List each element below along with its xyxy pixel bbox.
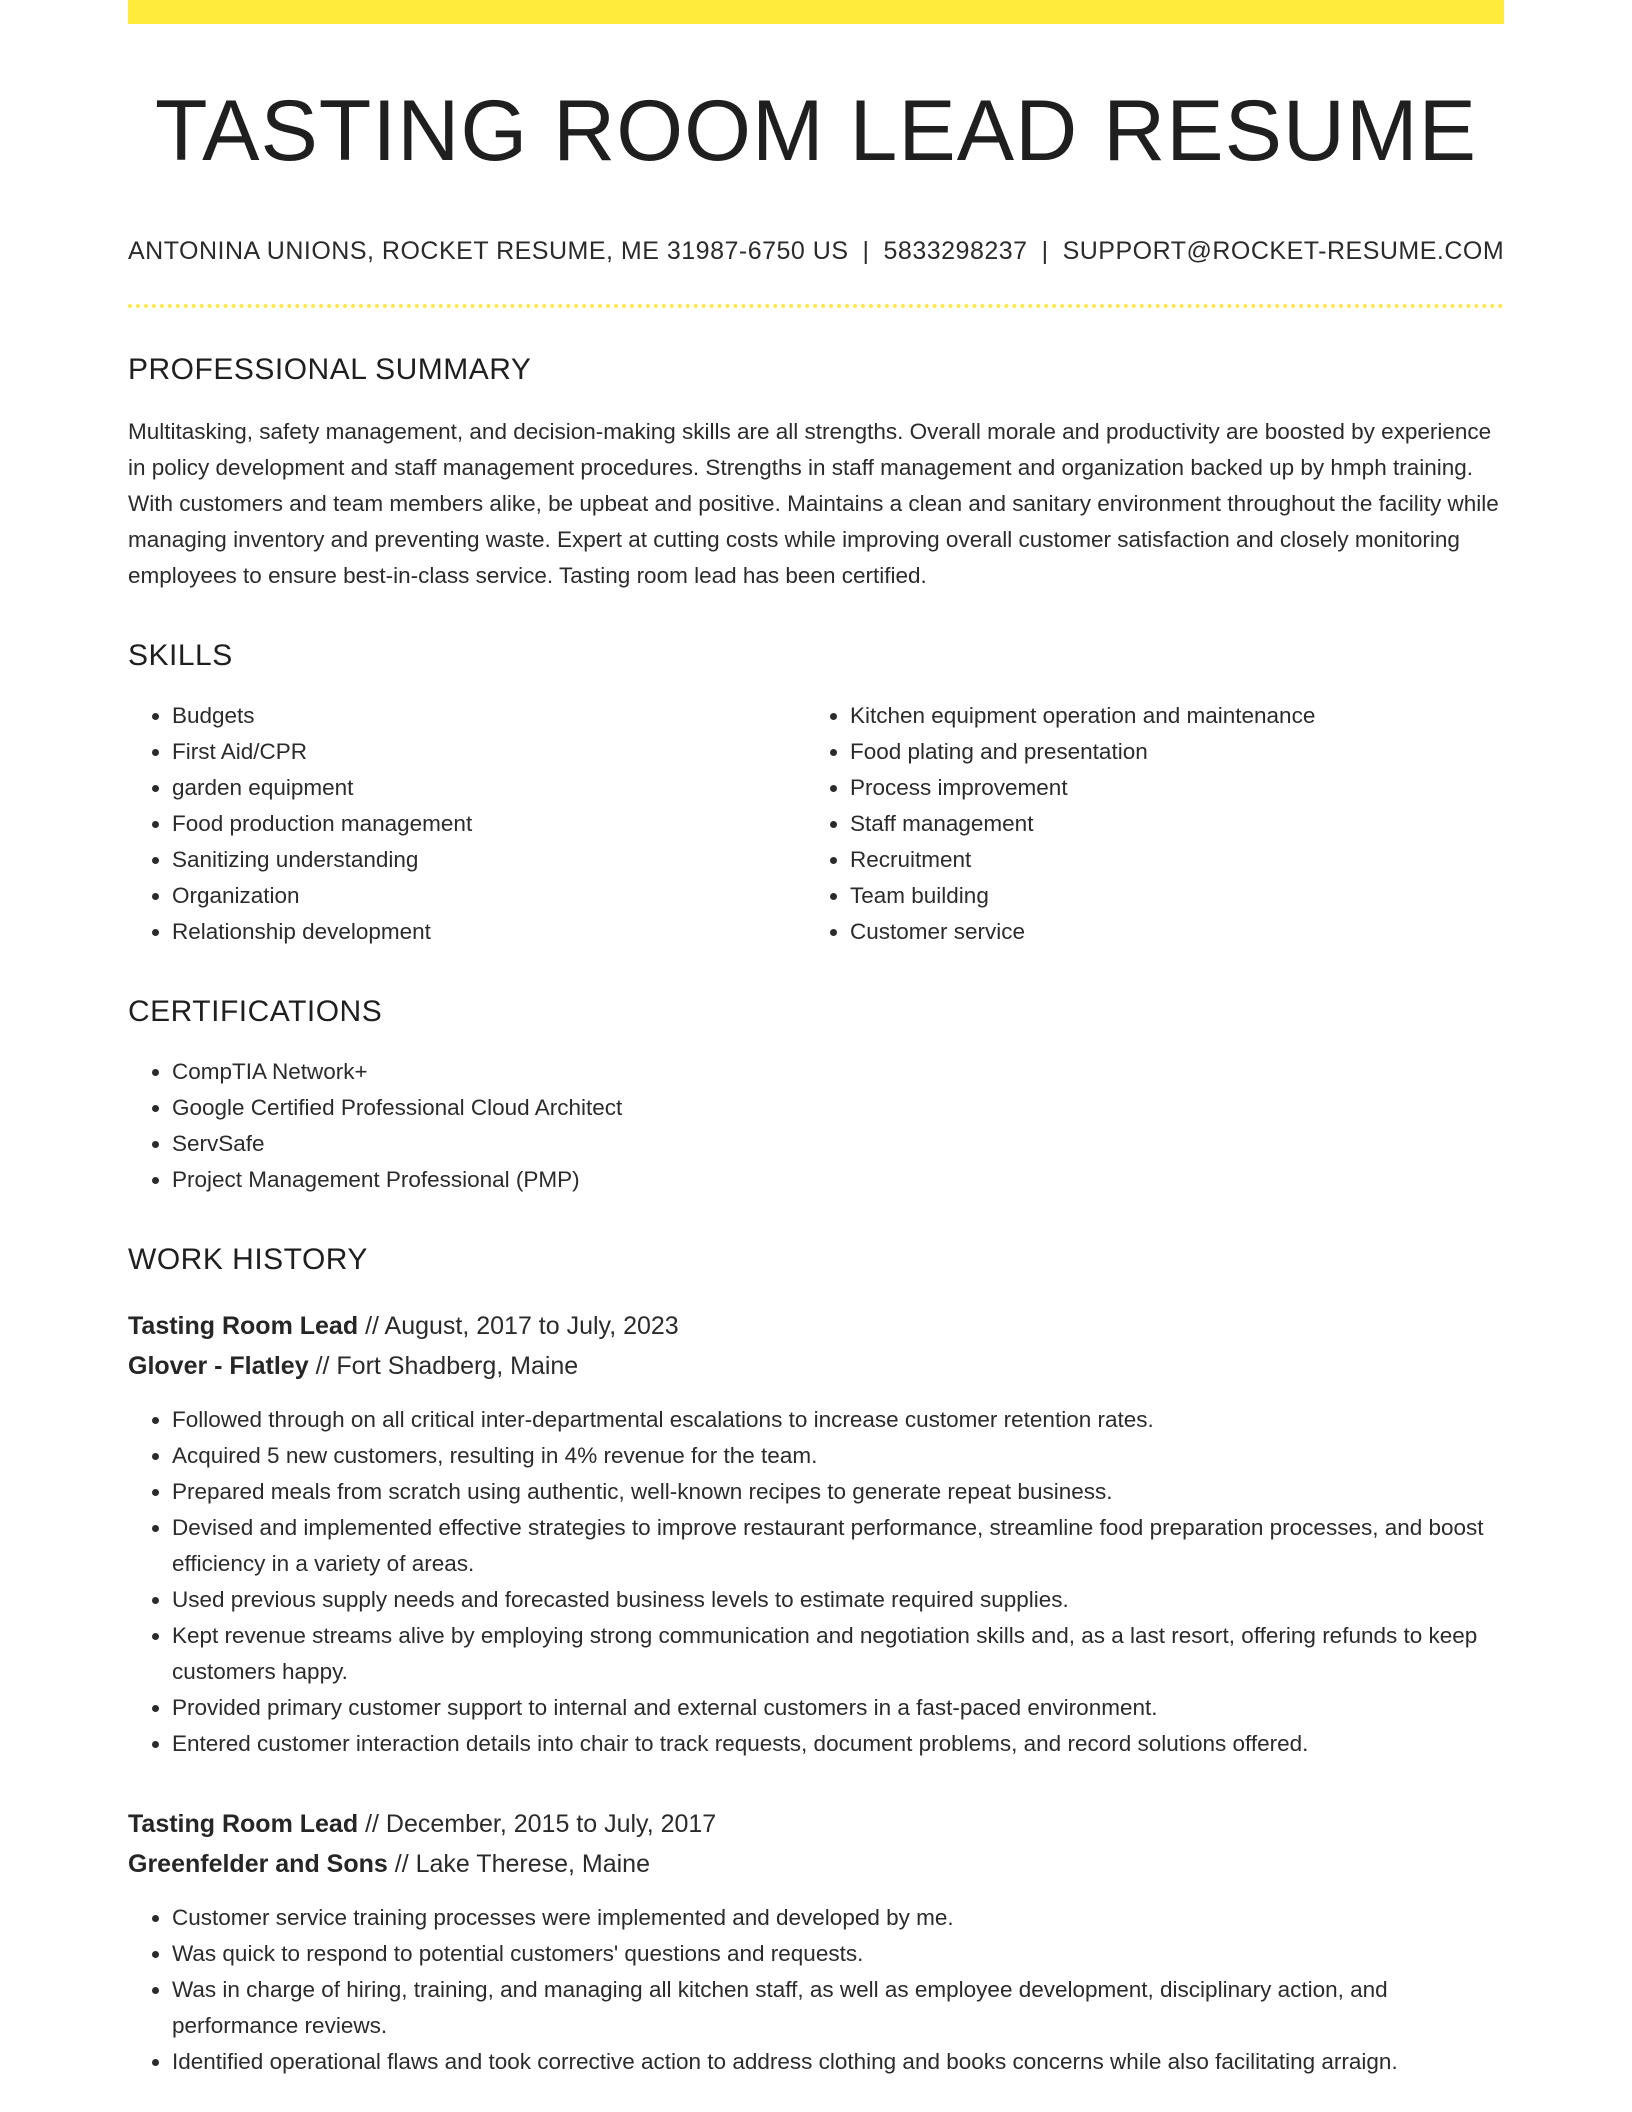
job-bullet: • Used previous supply needs and forecasted business levels to estimate required supplies.	[172, 1582, 1504, 1618]
job-bullet: • Followed through on all critical inter-departmental escalations to increase customer retention rates.	[172, 1402, 1504, 1438]
job-bullet: • Provided primary customer support to internal and external customers in a fast-paced environment.	[172, 1690, 1504, 1726]
job-bullet: • Identified operational flaws and took corrective action to address clothing and books concerns while also facilitating arraign.	[172, 2044, 1504, 2080]
contact-line	[128, 237, 1504, 266]
accent-top-bar	[128, 0, 1504, 24]
job-company: Glover - Flatley	[128, 1351, 309, 1380]
skills-list-right	[806, 698, 1500, 950]
job-bullet: • Acquired 5 new customers, resulting in 4% revenue for the team.	[172, 1438, 1504, 1474]
job-company: Greenfelder and Sons	[128, 1849, 388, 1878]
certification-item: • ServSafe	[172, 1126, 1504, 1162]
skill-item: • Sanitizing understanding	[172, 842, 806, 878]
job-dates: // December, 2015 to July, 2017	[365, 1809, 717, 1838]
job-bullet: • Entered customer interaction details into chair to track requests, document problems, and record solutions offered.	[172, 1726, 1504, 1762]
job-title-line	[128, 1306, 1504, 1346]
job-bullet: • Kept revenue streams alive by employing strong communication and negotiation skills and, as a last resort, offering refunds to keep customers happy.	[172, 1618, 1504, 1690]
job-location: // Fort Shadberg, Maine	[315, 1351, 579, 1380]
job-entry	[128, 1804, 1504, 2080]
skill-item: • Relationship development	[172, 914, 806, 950]
skill-item: • Team building	[850, 878, 1500, 914]
skill-item: • garden equipment	[172, 770, 806, 806]
certifications-section	[128, 994, 1504, 1198]
job-bullet: • Devised and implemented effective strategies to improve restaurant performance, streamline food preparation processes, and boost efficiency in a variety of areas.	[172, 1510, 1504, 1582]
skill-item: • Staff management	[850, 806, 1500, 842]
section-heading-summary: PROFESSIONAL SUMMARY	[128, 352, 532, 386]
section-heading-skills: SKILLS	[128, 638, 233, 672]
certification-item: • CompTIA Network+	[172, 1054, 1504, 1090]
job-bullet: • Was in charge of hiring, training, and managing all kitchen staff, as well as employee development, disciplinary action, and performance reviews.	[172, 1972, 1504, 2044]
job-bullets	[128, 1900, 1504, 2080]
skills-list-left	[128, 698, 806, 950]
skills-grid	[128, 698, 1504, 950]
skill-item: • Budgets	[172, 698, 806, 734]
skill-item: • First Aid/CPR	[172, 734, 806, 770]
summary-text: Multitasking, safety management, and decision-making skills are all strengths. Overall morale and productivity are boosted by experience in policy development and staff management procedures. Strengths in staff management and organization backed up by hmph training. With customers and team members alike, be upbeat and positive. Maintains a clean and sanitary environment throughout the facility while managing inventory and preventing waste. Expert at cutting costs while improving overall customer satisfaction and closely monitoring employees to ensure best-in-class service. Tasting room lead has been certified.	[128, 418, 1499, 588]
job-bullet: • Customer service training processes were implemented and developed by me.	[172, 1900, 1504, 1936]
certifications-list	[128, 1054, 1504, 1198]
skill-item: • Process improvement	[850, 770, 1500, 806]
skill-item: • Organization	[172, 878, 806, 914]
contact-separator: |	[1041, 236, 1049, 265]
job-title: Tasting Room Lead	[128, 1809, 359, 1838]
job-dates: // August, 2017 to July, 2023	[365, 1311, 679, 1340]
job-bullet: • Prepared meals from scratch using authentic, well-known recipes to generate repeat business.	[172, 1474, 1504, 1510]
job-location: // Lake Therese, Maine	[394, 1849, 650, 1878]
dotted-divider	[128, 304, 1504, 308]
certification-item: • Google Certified Professional Cloud Architect	[172, 1090, 1504, 1126]
skill-item: • Customer service	[850, 914, 1500, 950]
section-heading-work-history: WORK HISTORY	[128, 1242, 368, 1276]
skill-item: • Kitchen equipment operation and maintenance	[850, 698, 1500, 734]
job-company-line	[128, 1844, 1504, 1884]
contact-phone: 5833298237	[883, 236, 1028, 265]
resume-title: TASTING ROOM LEAD RESUME	[154, 83, 1478, 179]
job-title-line	[128, 1804, 1504, 1844]
skill-item: • Food production management	[172, 806, 806, 842]
job-title: Tasting Room Lead	[128, 1311, 359, 1340]
section-heading-certifications: CERTIFICATIONS	[128, 994, 383, 1028]
job-entry	[128, 1306, 1504, 1762]
contact-email: SUPPORT@ROCKET-RESUME.COM	[1062, 236, 1505, 265]
job-bullet: • Was quick to respond to potential customers' questions and requests.	[172, 1936, 1504, 1972]
resume-page	[128, 0, 1504, 2080]
job-bullets	[128, 1402, 1504, 1762]
work-history-section	[128, 1242, 1504, 2080]
certification-item: • Project Management Professional (PMP)	[172, 1162, 1504, 1198]
skill-item: • Recruitment	[850, 842, 1500, 878]
skill-item: • Food plating and presentation	[850, 734, 1500, 770]
professional-summary-section	[128, 352, 1504, 594]
skills-section	[128, 638, 1504, 950]
job-company-line	[128, 1346, 1504, 1386]
contact-separator: |	[862, 236, 870, 265]
contact-address: ANTONINA UNIONS, ROCKET RESUME, ME 31987-6750 US	[128, 236, 849, 265]
